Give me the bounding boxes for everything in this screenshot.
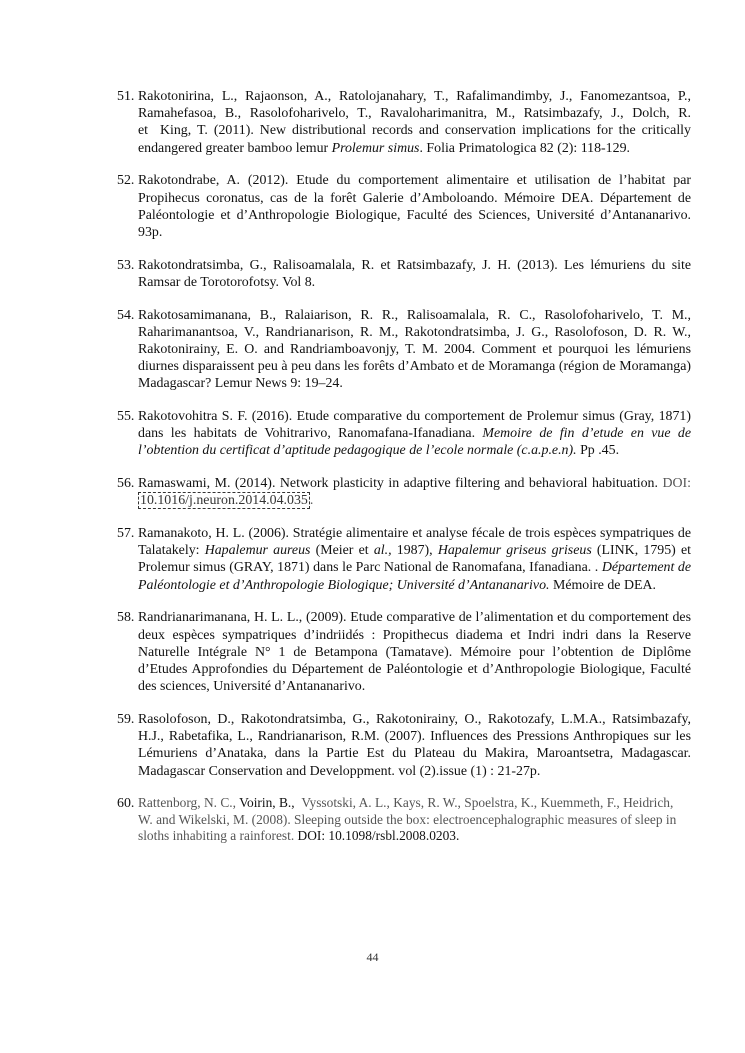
reference-number: 60. bbox=[117, 796, 135, 812]
reference-number: 53. bbox=[117, 257, 135, 273]
reference-text-segment: Mémoire de DEA. bbox=[549, 577, 656, 593]
reference-entry bbox=[117, 795, 691, 845]
reference-text bbox=[138, 88, 691, 157]
reference-text bbox=[138, 172, 691, 241]
reference-text-segment: Pp .45. bbox=[576, 443, 620, 459]
reference-number: 55. bbox=[117, 409, 135, 425]
reference-text-segment: Rattenborg, N. C., bbox=[138, 795, 240, 811]
reference-text-segment: Rasolofoson, D., Rakotondratsimba, G., Rakotonirainy, O., Rakotozafy, L.M.A., Ratsimbazafy, H.J., Rabetafika, L., Randrianarison, R.M. (2007). Influences des Pressions Anthropiques sur les Lémuriens d’Anataka, dans la Partie Est du Plateau du Makira, Maroantsetra, Madagascar. Madagascar Conservation and Developpment. vol (2).issue (1) : 21-27p. bbox=[138, 711, 691, 779]
reference-text-segment: Hapalemur aureus bbox=[204, 543, 311, 559]
reference-text bbox=[138, 795, 691, 845]
reference-entry bbox=[117, 475, 691, 509]
reference-text-segment: Prolemur simus bbox=[331, 140, 420, 156]
reference-number: 54. bbox=[117, 307, 135, 323]
doi-link[interactable]: 10.1016/j.neuron.2014.04.035 bbox=[140, 493, 308, 509]
reference-entry bbox=[117, 609, 691, 695]
reference-text bbox=[138, 257, 691, 291]
reference-text-segment: Hapalemur griseus griseus bbox=[437, 543, 592, 559]
reference-text-segment: Département de Paléontologie et d’Anthropologie Biologique; Université d’Antananarivo. bbox=[138, 560, 691, 593]
reference-number: 57. bbox=[117, 526, 135, 542]
reference-text-segment: Vyssotski, A. L., Kays, R. W., Spoelstra, K., Kuemmeth, F., Heidrich, W. and Wikelski, M. (2008). Sleeping outside the box: electroencephalographic measures of sleep in sloths inhabiting a rainforest. bbox=[138, 795, 677, 844]
reference-text-segment: . bbox=[456, 828, 460, 844]
reference-text-segment: Randrianarimanana, H. L. L., (2009). Etude comparative de l’alimentation et du comportement des deux espèces sympatriques d’indriidés : Propithecus diadema et Indri indri dans la Reserve Naturelle Intégrale N° 1 de Betampona (Tamatave). Mémoire pour l’obtention de Diplôme d’Etudes Approfondies du Département de Paléontologie et d’Anthropologie Biologique, Faculté des sciences, Université d’Antananarivo. bbox=[138, 610, 691, 695]
reference-text-segment: (Meier et bbox=[310, 543, 374, 559]
reference-number: 52. bbox=[117, 173, 135, 189]
reference-text-segment: DOI: bbox=[662, 476, 691, 492]
reference-number: 59. bbox=[117, 711, 135, 727]
reference-text-segment: Voirin, B., bbox=[239, 795, 298, 811]
reference-text-segment: Ramanakoto, H. L. (2006). Stratégie alimentaire et analyse fécale de trois espèces sympatriques de Talatakely: bbox=[138, 526, 691, 559]
reference-entry bbox=[117, 172, 691, 241]
reference-text-segment: (LINK, 1795) et Prolemur simus (GRAY, 1871) dans le Parc National de Ranomafana, Ifanadiana. . bbox=[138, 543, 691, 576]
reference-text bbox=[138, 408, 691, 460]
reference-text-segment: Rakotondrabe, A. (2012). Etude du comportement alimentaire et utilisation de l’habitat par Propihecus coronatus, cas de la forêt Galerie d’Amboloando. Mémoire DEA. Département de Paléontologie et d’Anthropologie Biologique, Faculté des Sciences, Université d’Antananarivo. 93p. bbox=[138, 173, 691, 240]
reference-text-segment: Rakotovohitra S. F. (2016). Etude comparative du comportement de Prolemur simus (Gray, 1871) dans les habitats de Vohitrarivo, Ranomafana-Ifanadiana. bbox=[138, 409, 691, 442]
reference-text-segment: Memoire de fin d’etude en vue de l’obtention du certificat d’aptitude pedagogique de l’ecole normale (c.a.p.e.n). bbox=[138, 426, 691, 459]
reference-text-segment: Rakotonirina, L., Rajaonson, A., Ratolojanahary, T., Rafalimandimby, J., Fanomezantsoa, P., Ramahefasoa, B., Rasolofoharivelo, T., Ravaloharimanitra, M., Ratsimbazafy, J., Dolch, R. et King, T. (2011). New distributional records and conservation implications for the critically endangered greater bamboo lemur bbox=[138, 89, 691, 156]
reference-text-segment: . bbox=[309, 493, 314, 509]
reference-number: 56. bbox=[117, 476, 135, 492]
reference-entry bbox=[117, 408, 691, 460]
reference-text bbox=[138, 525, 691, 594]
reference-text-segment: Ramaswami, M. (2014). Network plasticity in adaptive filtering and behavioral habituation. bbox=[138, 476, 663, 492]
reference-text bbox=[138, 609, 691, 695]
reference-number: 51. bbox=[117, 89, 135, 104]
reference-entry bbox=[117, 711, 691, 780]
reference-text-segment: . Folia Primatologica 82 (2): 118-129. bbox=[419, 140, 630, 156]
reference-number: 58. bbox=[117, 610, 135, 626]
reference-text-segment: al., bbox=[373, 543, 392, 559]
reference-entry bbox=[117, 525, 691, 594]
reference-text-segment: 1987), bbox=[391, 543, 438, 559]
reference-text-segment: Rakotondratsimba, G., Ralisoamalala, R. et Ratsimbazafy, J. H. (2013). Les lémuriens du site Ramsar de Torotorofotsy. Vol 8. bbox=[138, 257, 691, 290]
reference-text bbox=[138, 711, 691, 780]
reference-text bbox=[138, 475, 691, 509]
reference-text bbox=[138, 307, 691, 393]
reference-text-segment: DOI: 10.1098/rsbl.2008.0203 bbox=[297, 828, 456, 844]
page-number: 44 bbox=[366, 950, 379, 964]
reference-text-segment: Rakotosamimanana, B., Ralaiarison, R. R., Ralisoamalala, R. C., Rasolofoharivelo, T. M., Raharimanantsoa, V., Randrianarison, R. M., Rakotondratsimba, J. G., Rasolofoson, D. R. W., Rakotonirainy, E. O. and Randriamboavonjy, T. M. 2004. Comment et pourquoi les lémuriens diurnes disparaissent peu à peu dans les forêts d’Ambato et de Moramanga (région de Moramanga) Madagascar? Lemur News 9: 19–24. bbox=[138, 307, 691, 392]
reference-entry bbox=[117, 307, 691, 393]
reference-entry bbox=[117, 88, 691, 157]
reference-entry bbox=[117, 257, 691, 291]
reference-list bbox=[117, 88, 691, 860]
